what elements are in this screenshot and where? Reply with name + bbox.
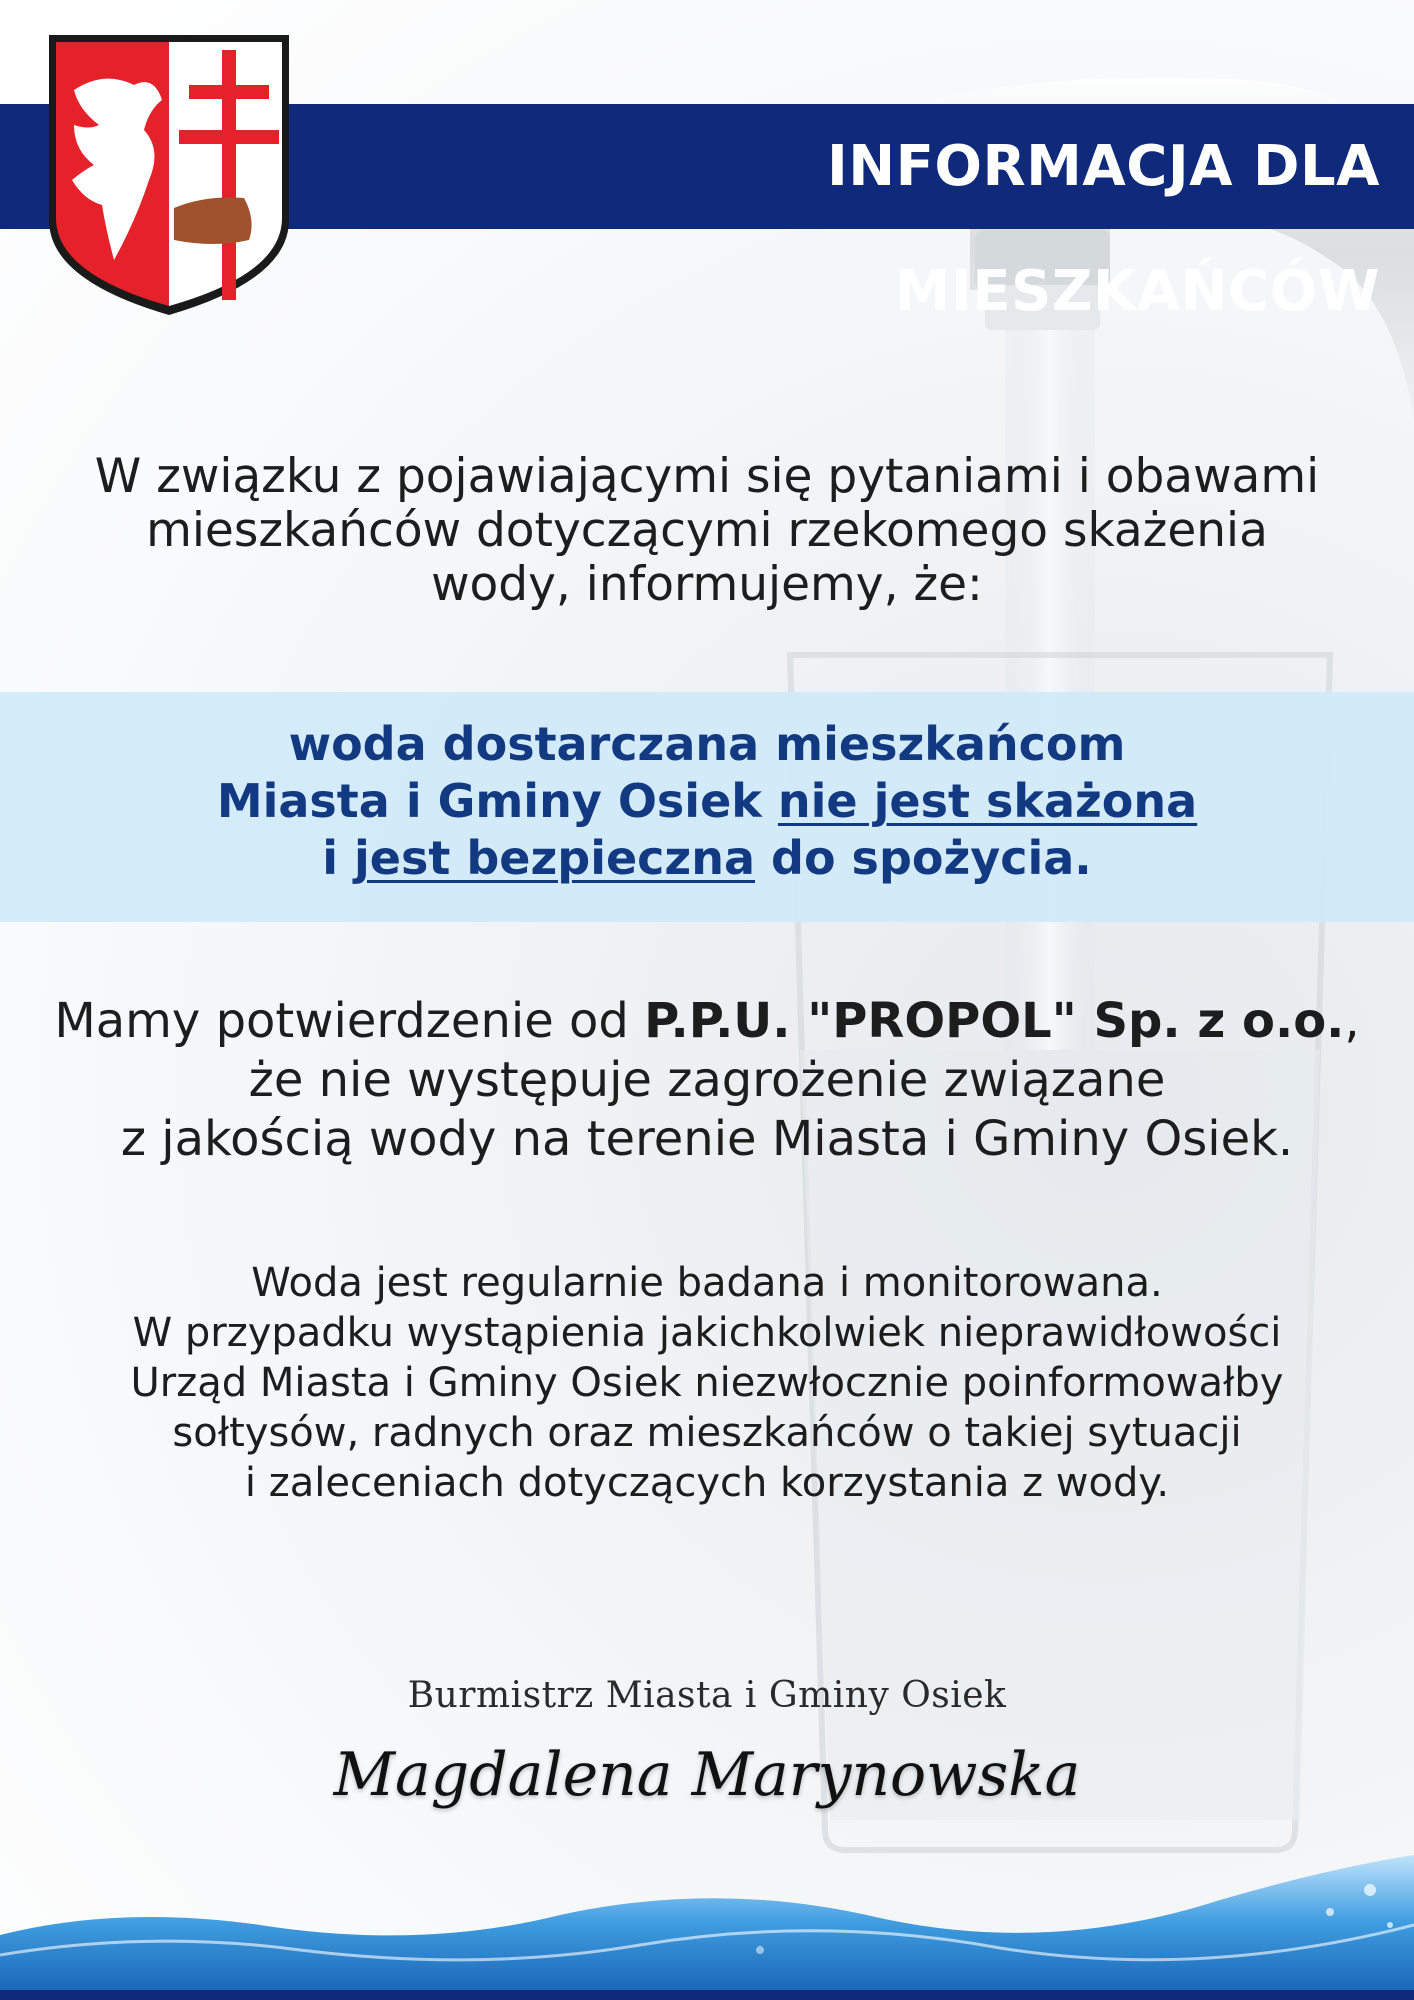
coat-of-arms-icon (44, 30, 294, 320)
monitoring-line: W przypadku wystąpienia jakichkolwiek nieprawidłowości (132, 1310, 1282, 1356)
statement-emphasis: nie jest skażona (777, 774, 1198, 828)
bottom-bar (0, 1990, 1414, 2000)
statement-text: i (322, 831, 355, 885)
monitoring-line: i zaleceniach dotyczących korzystania z wody. (244, 1460, 1170, 1506)
water-stream-shape (1005, 330, 1095, 1050)
safety-statement (0, 716, 1414, 887)
confirmation-text: Mamy potwierdzenie od (54, 993, 645, 1049)
intro-paragraph (40, 450, 1374, 612)
monitoring-line: Woda jest regularnie badana i monitorowana. (251, 1260, 1163, 1306)
confirmation-text: że nie występuje zagrożenie związane (248, 1052, 1166, 1108)
signature: Magdalena Marynowska (333, 1740, 1081, 1810)
statement-emphasis: jest bezpieczna (354, 831, 755, 885)
intro-line: W związku z pojawiającymi się pytaniami i obawami (94, 449, 1320, 504)
statement-text: do spożycia. (755, 831, 1092, 885)
intro-line: wody, informujemy, że: (431, 557, 983, 612)
monitoring-line: sołtysów, radnych oraz mieszkańców o takiej sytuacji (172, 1410, 1242, 1456)
signatory-role: Burmistrz Miasta i Gminy Osiek (407, 1675, 1007, 1716)
water-wave-icon (0, 1855, 1414, 1990)
intro-line: mieszkańców dotyczącymi rzekomego skażenia (146, 503, 1268, 558)
confirmation-text: , (1344, 993, 1360, 1049)
monitoring-line: Urząd Miasta i Gminy Osiek niezwłocznie poinformowałby (130, 1360, 1284, 1406)
statement-text: Miasta i Gminy Osiek (216, 774, 778, 828)
page-title: INFORMACJA DLA MIESZKAŃCÓW (826, 134, 1380, 324)
monitoring-paragraph (40, 1258, 1374, 1508)
statement-text: woda dostarczana mieszkańcom (288, 717, 1126, 771)
company-name: P.P.U. "PROPOL" Sp. z o.o. (644, 993, 1345, 1049)
confirmation-paragraph (30, 992, 1384, 1169)
confirmation-text: z jakością wody na terenie Miasta i Gminy Osiek. (120, 1111, 1294, 1167)
